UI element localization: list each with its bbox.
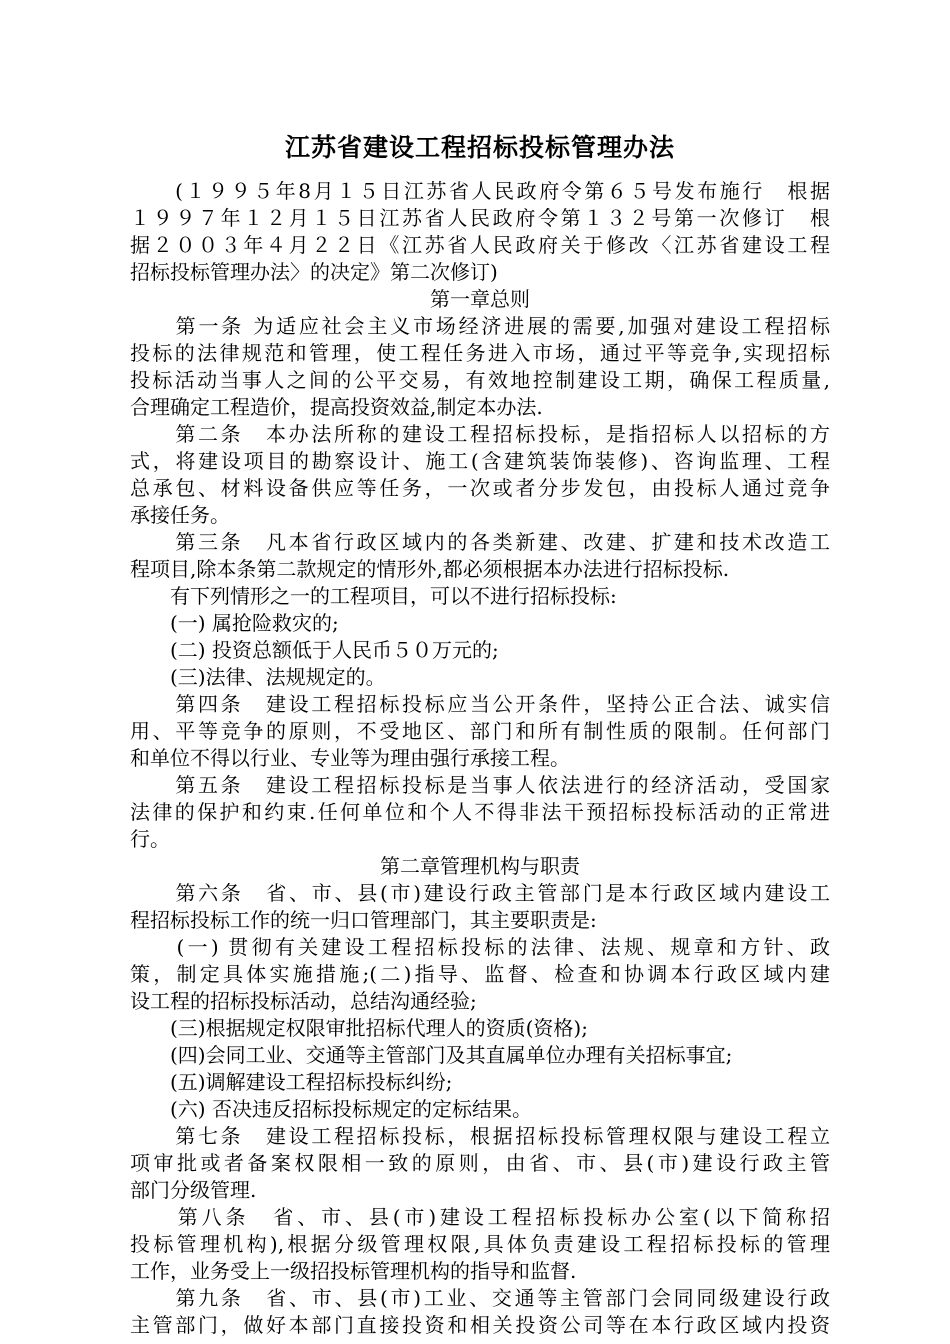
text-line: 第三条 凡本省行政区域内的各类新建、改建、扩建和技术改造工: [130, 530, 830, 554]
text-line: 程招标投标工作的统一归口管理部门，其主要职责是:: [130, 908, 597, 932]
text-line: 法律的保护和约束.任何单位和个人不得非法干预招标投标活动的正常进: [130, 800, 830, 824]
text-line: 设工程的招标投标活动，总结沟通经验;: [130, 989, 477, 1013]
text-line: 合理确定工程造价，提高投资效益,制定本办法.: [130, 395, 543, 419]
text-line: (一) 贯彻有关建设工程招标投标的法律、法规、规章和方针、政: [130, 935, 830, 959]
text-line: 式，将建设项目的勘察设计、施工(含建筑装饰装修)、咨询监理、工程: [130, 449, 830, 473]
text-line: 第四条 建设工程招标投标应当公开条件，坚持公正合法、诚实信: [130, 692, 830, 716]
text-line: 第九条 省、市、县(市)工业、交通等主管部门会同同级建设行政: [130, 1286, 830, 1310]
text-line: 第七条 建设工程招标投标，根据招标投标管理权限与建设工程立: [130, 1124, 830, 1148]
text-line: 投标管理机构),根据分级管理权限,具体负责建设工程招标投标的管理: [130, 1232, 830, 1256]
text-line: １９９７年１２月１５日江苏省人民政府令第１３２号第一次修订 根: [130, 206, 830, 230]
text-line: (三)根据规定权限审批招标代理人的资质(资格);: [130, 1016, 588, 1040]
text-line: 策，制定具体实施措施;(二)指导、监督、检查和协调本行政区域内建: [130, 962, 830, 986]
text-line: 第六条 省、市、县(市)建设行政主管部门是本行政区域内建设工: [130, 881, 830, 905]
text-line: 有下列情形之一的工程项目，可以不进行招标投标:: [130, 584, 617, 608]
text-line: 部门分级管理.: [130, 1178, 257, 1202]
document-title: 江苏省建设工程招标投标管理办法: [284, 133, 675, 162]
text-line: 招标投标管理办法〉的决定》第二次修订): [130, 260, 498, 284]
chapter-heading: 第二章管理机构与职责: [380, 854, 580, 878]
text-line: 投标活动当事人之间的公平交易，有效地控制建设工期，确保工程质量,: [130, 368, 830, 392]
text-line: 第二条 本办法所称的建设工程招标投标，是指招标人以招标的方: [130, 422, 830, 446]
text-line: 项审批或者备案权限相一致的原则，由省、市、县(市)建设行政主管: [130, 1151, 830, 1175]
text-line: (六) 否决违反招标投标规定的定标结果。: [130, 1097, 532, 1121]
text-line: 第八条 省、市、县(市)建设工程招标投标办公室(以下简称招: [130, 1205, 830, 1229]
text-line: 用、平等竞争的原则，不受地区、部门和所有制性质的限制。任何部门: [130, 719, 830, 743]
text-line: 据２００３年４月２２日《江苏省人民政府关于修改〈江苏省建设工程: [130, 233, 830, 257]
text-line: (四)会同工业、交通等主管部门及其直属单位办理有关招标事宜;: [130, 1043, 733, 1067]
text-line: (三)法律、法规规定的。: [130, 665, 386, 689]
text-line: 第一条 为适应社会主义市场经济进展的需要,加强对建设工程招标: [130, 314, 830, 338]
text-line: 总承包、材料设备供应等任务，一次或者分步发包，由投标人通过竞争: [130, 476, 830, 500]
document-body: [130, 178, 830, 1339]
text-line: 工作，业务受上一级招投标管理机构的指导和监督.: [130, 1259, 577, 1283]
text-line: (二) 投资总额低于人民币５０万元的;: [130, 638, 499, 662]
text-line: (五)调解建设工程招标投标纠纷;: [130, 1070, 453, 1094]
text-line: 程项目,除本条第二款规定的情形外,都必须根据本办法进行招标投标.: [130, 557, 730, 581]
text-line: (一) 属抢险救灾的;: [130, 611, 339, 635]
text-line: 主管部门，做好本部门直接投资和相关投资公司等在本行政区域内投资: [130, 1313, 830, 1337]
text-line: 承接任务。: [130, 503, 230, 527]
text-line: (１９９５年8月１５日江苏省人民政府令第６５号发布施行 根据: [130, 179, 830, 203]
document-page: [130, 128, 830, 1339]
text-line: 投标的法律规范和管理，使工程任务进入市场，通过平等竞争,实现招标: [130, 341, 830, 365]
text-line: 行。: [130, 827, 170, 851]
text-line: 和单位不得以行业、专业等为理由强行承接工程。: [130, 746, 570, 770]
chapter-heading: 第一章总则: [430, 287, 530, 311]
text-line: 第五条 建设工程招标投标是当事人依法进行的经济活动，受国家: [130, 773, 830, 797]
